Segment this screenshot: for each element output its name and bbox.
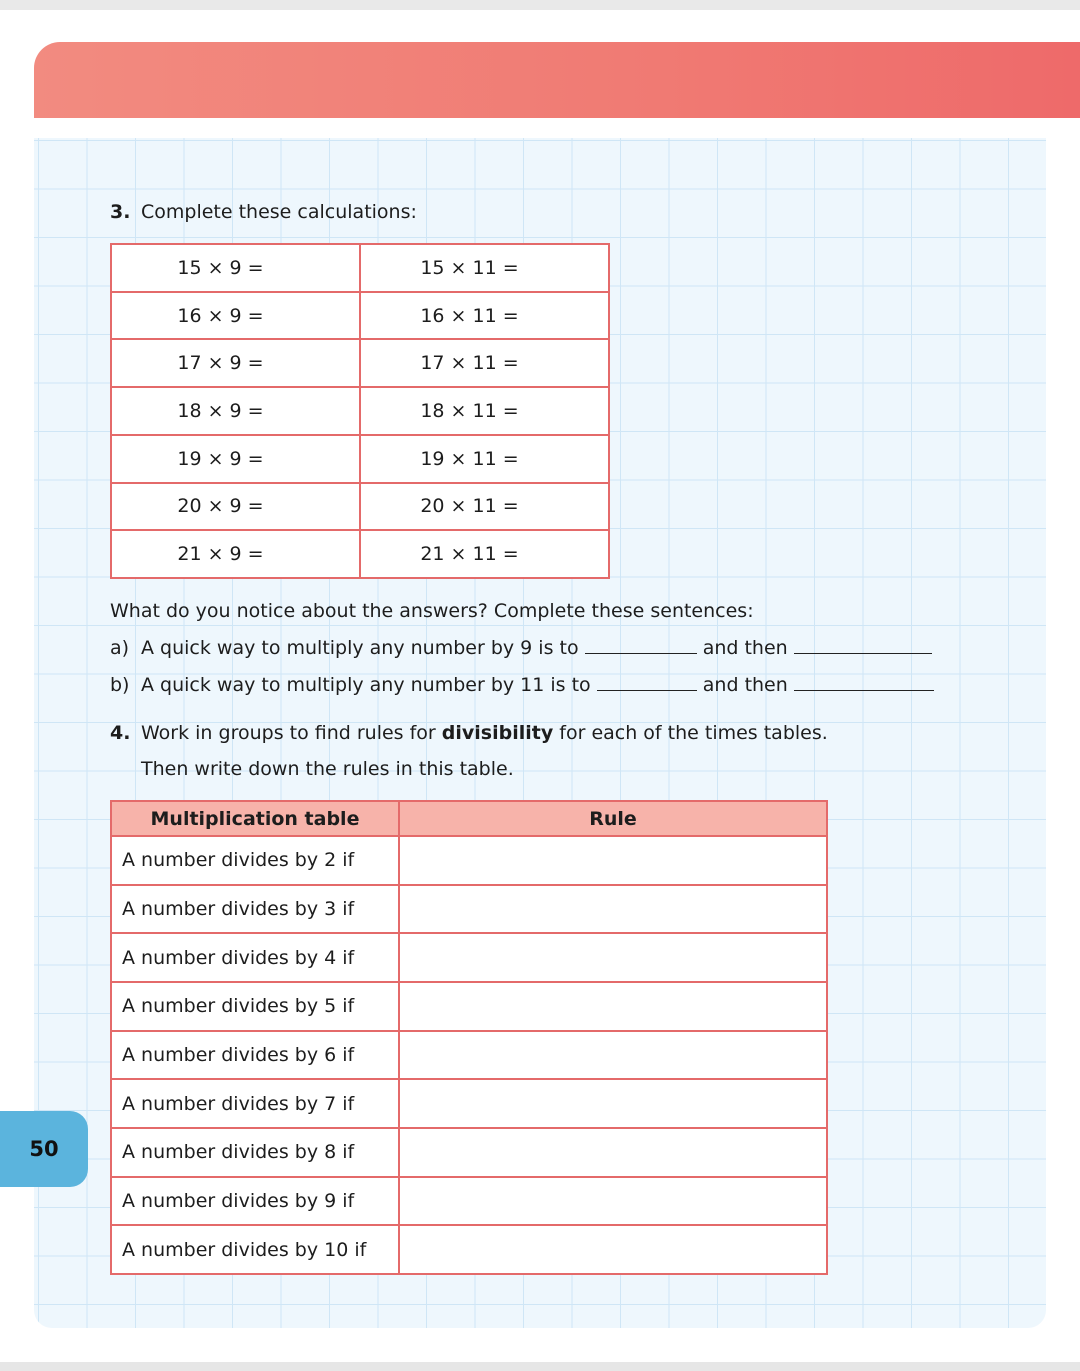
table-row [111, 1177, 827, 1226]
multiplication-table-cell: A number divides by 6 if [111, 1031, 399, 1080]
calc-cell-times-11[interactable]: 20 × 11 = [360, 483, 609, 531]
question-4-line2: Then write down the rules in this table. [141, 758, 514, 780]
multiplication-table-cell: A number divides by 9 if [111, 1177, 399, 1226]
calc-cell-times-11[interactable]: 19 × 11 = [360, 435, 609, 483]
calc-cell-times-9[interactable]: 19 × 9 = [111, 435, 360, 483]
multiplication-table-cell: A number divides by 4 if [111, 933, 399, 982]
notice-prompt: What do you notice about the answers? Complete these sentences: [110, 600, 754, 622]
calc-cell-times-11[interactable]: 15 × 11 = [360, 244, 609, 292]
sentence-label: b) [110, 674, 130, 696]
question-number: 4. [110, 722, 131, 744]
sentence-b [110, 673, 934, 697]
header-banner [34, 42, 1080, 118]
question-number: 3. [110, 201, 131, 223]
table-header-row [111, 801, 827, 836]
calc-cell-times-9[interactable]: 17 × 9 = [111, 339, 360, 387]
calc-row [111, 483, 609, 531]
table-row [111, 1031, 827, 1080]
table-row [111, 1128, 827, 1177]
calculations-table [110, 243, 610, 579]
divisibility-table [110, 800, 828, 1275]
answer-blank[interactable] [794, 674, 934, 691]
answer-blank[interactable] [585, 637, 697, 654]
rule-cell[interactable] [399, 1225, 827, 1274]
table-row [111, 836, 827, 885]
table-row [111, 982, 827, 1031]
rule-cell[interactable] [399, 1031, 827, 1080]
multiplication-table-cell: A number divides by 8 if [111, 1128, 399, 1177]
rule-cell[interactable] [399, 836, 827, 885]
calc-row [111, 339, 609, 387]
table-row [111, 933, 827, 982]
page-number-tab [0, 1111, 88, 1187]
calc-cell-times-9[interactable]: 18 × 9 = [111, 387, 360, 435]
rule-cell[interactable] [399, 1128, 827, 1177]
calc-cell-times-11[interactable]: 16 × 11 = [360, 292, 609, 340]
question-text-start: Work in groups to find rules for [141, 722, 442, 744]
calc-cell-times-9[interactable]: 15 × 9 = [111, 244, 360, 292]
calc-cell-times-11[interactable]: 21 × 11 = [360, 530, 609, 578]
multiplication-table-cell: A number divides by 2 if [111, 836, 399, 885]
sentence-text: A quick way to multiply any number by 9 is to [141, 637, 579, 659]
multiplication-table-cell: A number divides by 3 if [111, 885, 399, 934]
calc-cell-times-9[interactable]: 21 × 9 = [111, 530, 360, 578]
rule-cell[interactable] [399, 1177, 827, 1226]
calc-row [111, 387, 609, 435]
rule-cell[interactable] [399, 1079, 827, 1128]
sentence-text: A quick way to multiply any number by 11 is to [141, 674, 591, 696]
answer-blank[interactable] [597, 674, 697, 691]
table-row [111, 1079, 827, 1128]
multiplication-table-cell: A number divides by 5 if [111, 982, 399, 1031]
calc-row [111, 530, 609, 578]
sentence-connector: and then [702, 674, 788, 696]
calc-cell-times-9[interactable]: 20 × 9 = [111, 483, 360, 531]
calc-cell-times-11[interactable]: 17 × 11 = [360, 339, 609, 387]
calc-row [111, 244, 609, 292]
multiplication-table-cell: A number divides by 10 if [111, 1225, 399, 1274]
sentence-connector: and then [702, 637, 788, 659]
top-strip [0, 0, 1080, 10]
question-text-end: for each of the times tables. [553, 722, 828, 744]
column-header-multiplication-table: Multiplication table [111, 801, 399, 836]
question-text: Complete these calculations: [141, 201, 417, 223]
multiplication-table-cell: A number divides by 7 if [111, 1079, 399, 1128]
question-3-heading [110, 200, 417, 224]
bottom-strip [0, 1362, 1080, 1371]
page-number: 50 [29, 1137, 59, 1161]
question-4-heading [110, 721, 828, 745]
rule-cell[interactable] [399, 933, 827, 982]
rule-cell[interactable] [399, 885, 827, 934]
column-header-rule: Rule [399, 801, 827, 836]
calc-cell-times-9[interactable]: 16 × 9 = [111, 292, 360, 340]
calc-row [111, 435, 609, 483]
table-row [111, 885, 827, 934]
calc-row [111, 292, 609, 340]
calc-cell-times-11[interactable]: 18 × 11 = [360, 387, 609, 435]
rule-cell[interactable] [399, 982, 827, 1031]
sentence-a [110, 636, 932, 660]
answer-blank[interactable] [794, 637, 932, 654]
sentence-label: a) [110, 637, 130, 659]
question-text-bold: divisibility [441, 722, 554, 744]
table-row [111, 1225, 827, 1274]
